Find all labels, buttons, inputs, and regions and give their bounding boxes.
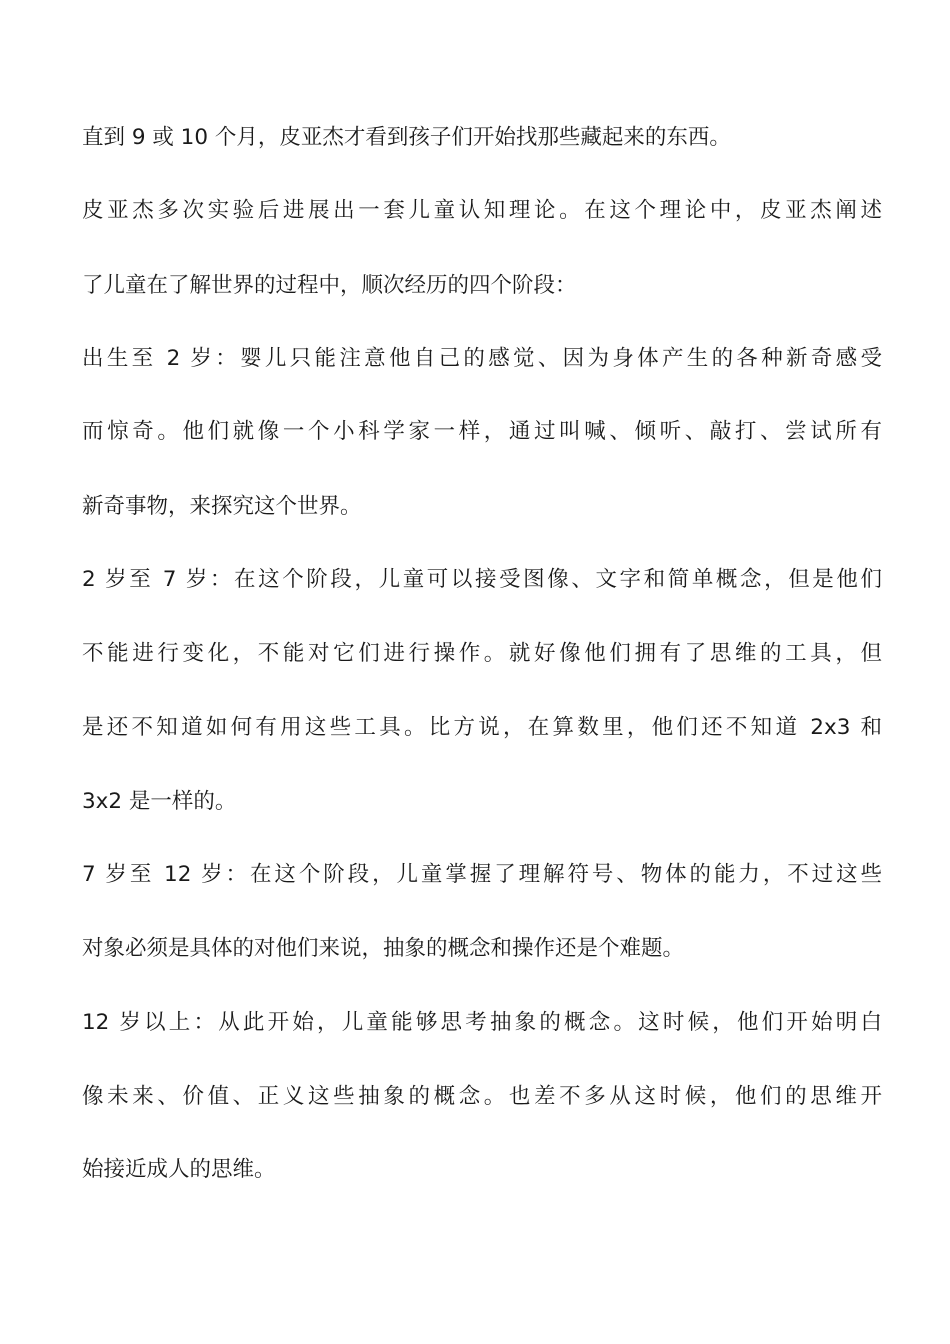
text-line: 对象必须是具体的对他们来说，抽象的概念和操作还是个难题。 (82, 936, 685, 961)
text-line: 7 岁至 12 岁：在这个阶段，儿童掌握了理解符号、物体的能力，不过这些 (82, 862, 882, 887)
text-line: 不能进行变化，不能对它们进行操作。就好像他们拥有了思维的工具，但 (82, 641, 882, 666)
text-line: 新奇事物，来探究这个世界。 (82, 494, 362, 519)
text-line: 像未来、价值、正义这些抽象的概念。也差不多从这时候，他们的思维开 (82, 1084, 882, 1109)
text-line: 始接近成人的思维。 (82, 1157, 276, 1182)
text-line: 出生至 2 岁：婴儿只能注意他自己的感觉、因为身体产生的各种新奇感受 (82, 346, 882, 371)
text-line: 3x2 是一样的。 (82, 789, 237, 814)
text-line: 12 岁以上：从此开始，儿童能够思考抽象的概念。这时候，他们开始明白 (82, 1010, 882, 1035)
text-line: 而惊奇。他们就像一个小科学家一样，通过叫喊、倾听、敲打、尝试所有 (82, 419, 882, 444)
text-line: 直到 9 或 10 个月，皮亚杰才看到孩子们开始找那些藏起来的东西。 (82, 125, 731, 150)
text-line: 2 岁至 7 岁：在这个阶段，儿童可以接受图像、文字和简单概念，但是他们 (82, 567, 882, 592)
text-line: 了儿童在了解世界的过程中，顺次经历的四个阶段： (82, 273, 577, 298)
text-line: 是还不知道如何有用这些工具。比方说，在算数里，他们还不知道 2x3 和 (82, 715, 882, 740)
text-line: 皮亚杰多次实验后进展出一套儿童认知理论。在这个理论中，皮亚杰阐述 (82, 198, 882, 223)
